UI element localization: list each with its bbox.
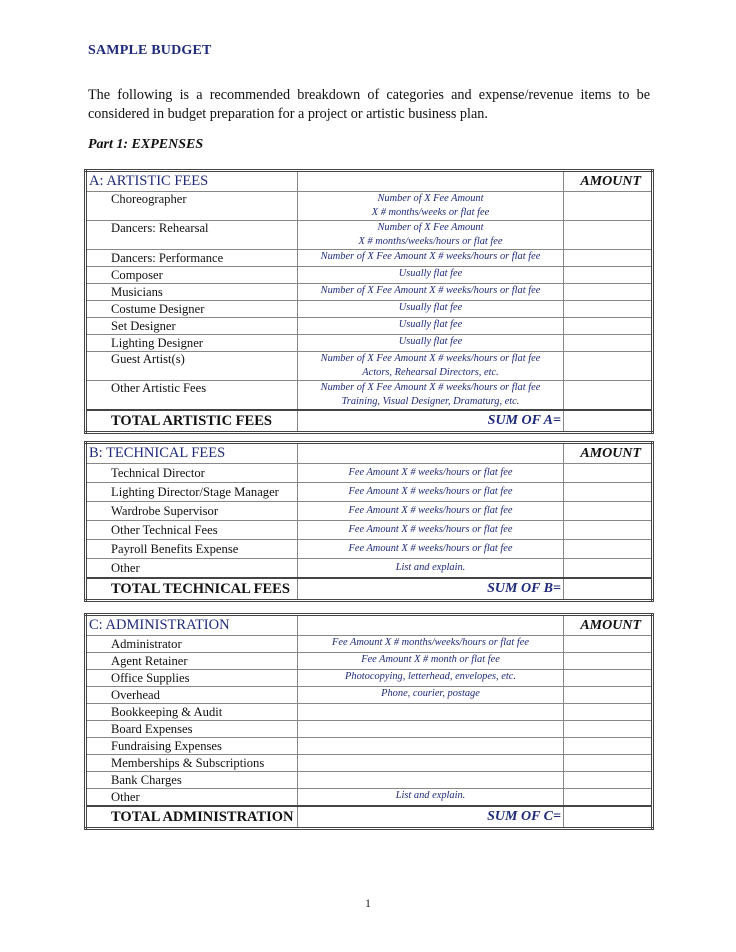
section-header-row [86,443,653,464]
note-line-1: Number of X Fee Amount X # weeks/hours or flat fee [320,382,541,393]
amount-cell[interactable] [564,192,653,221]
total-row [86,578,653,601]
line-item-label: Musicians [86,284,298,301]
amount-cell[interactable] [564,352,653,381]
note-line-2: Actors, Rehearsal Directors, etc. [362,366,499,378]
line-item-label: Other Artistic Fees [86,381,298,411]
calculation-note: Fee Amount X # month or flat fee [298,653,564,670]
line-item-label: Guest Artist(s) [86,352,298,381]
line-item-label: Other [86,559,298,579]
line-item-label: Agent Retainer [86,653,298,670]
table-row [86,464,653,483]
amount-cell[interactable] [564,335,653,352]
page-number: 1 [365,896,371,910]
header-spacer-cell [298,171,564,192]
intro-paragraph: The following is a recommended breakdown of categories and expense/revenue items to be considered in budget preparation for a project or artistic business plan. [88,87,650,122]
total-row [86,410,653,433]
amount-cell[interactable] [564,559,653,579]
sum-label: SUM OF C= [298,806,564,829]
calculation-note: Photocopying, letterhead, envelopes, etc. [298,670,564,687]
calculation-note: Usually flat fee [298,267,564,284]
amount-header: AMOUNT [564,171,653,192]
section-header-row [86,171,653,192]
calculation-note: Usually flat fee [298,301,564,318]
table-row [86,772,653,789]
calculation-note: Number of X Fee Amount X # weeks/hours or flat fee [298,284,564,301]
calculation-note: Fee Amount X # weeks/hours or flat fee [298,502,564,521]
amount-cell[interactable] [564,670,653,687]
table-row [86,704,653,721]
section-header-row [86,615,653,636]
calculation-note: Fee Amount X # weeks/hours or flat fee [298,521,564,540]
calculation-note: List and explain. [298,789,564,807]
table-row [86,335,653,352]
amount-cell[interactable] [564,284,653,301]
line-item-label: Bookkeeping & Audit [86,704,298,721]
sum-label: SUM OF B= [298,578,564,601]
amount-header: AMOUNT [564,615,653,636]
table-row [86,250,653,267]
calculation-note[interactable] [298,704,564,721]
line-item-label: Dancers: Rehearsal [86,221,298,250]
amount-cell[interactable] [564,464,653,483]
calculation-note: Phone, courier, postage [298,687,564,704]
line-item-label: Payroll Benefits Expense [86,540,298,559]
amount-cell[interactable] [564,540,653,559]
table-row [86,738,653,755]
amount-cell[interactable] [564,704,653,721]
technical-fees-table [84,441,654,602]
amount-cell[interactable] [564,636,653,653]
calculation-note[interactable] [298,721,564,738]
line-item-label: Bank Charges [86,772,298,789]
line-item-label: Costume Designer [86,301,298,318]
calculation-note: Fee Amount X # weeks/hours or flat fee [298,540,564,559]
amount-cell[interactable] [564,755,653,772]
calculation-note[interactable] [298,772,564,789]
line-item-label: Wardrobe Supervisor [86,502,298,521]
section-title: A: ARTISTIC FEES [86,171,298,192]
table-row [86,521,653,540]
header-spacer-cell [298,443,564,464]
table-row [86,318,653,335]
calculation-note: Usually flat fee [298,335,564,352]
amount-cell[interactable] [564,772,653,789]
amount-cell[interactable] [564,381,653,411]
calculation-note [298,352,564,381]
note-line-2: X # months/weeks/hours or flat fee [358,235,503,247]
table-row [86,540,653,559]
line-item-label: Set Designer [86,318,298,335]
table-row [86,721,653,738]
calculation-note: List and explain. [298,559,564,579]
amount-cell[interactable] [564,301,653,318]
line-item-label: Technical Director [86,464,298,483]
amount-header: AMOUNT [564,443,653,464]
table-row [86,670,653,687]
note-line-1: Number of X Fee Amount X # weeks/hours or flat fee [320,353,541,364]
calculation-note: Fee Amount X # weeks/hours or flat fee [298,464,564,483]
calculation-note [298,381,564,411]
line-item-label: Overhead [86,687,298,704]
calculation-note [298,221,564,250]
line-item-label: Lighting Designer [86,335,298,352]
sum-label: SUM OF A= [298,410,564,433]
calculation-note: Usually flat fee [298,318,564,335]
section-title: B: TECHNICAL FEES [86,443,298,464]
table-row [86,381,653,411]
amount-cell[interactable] [564,521,653,540]
line-item-label: Board Expenses [86,721,298,738]
calculation-note: Fee Amount X # weeks/hours or flat fee [298,483,564,502]
header-spacer-cell [298,615,564,636]
line-item-label: Office Supplies [86,670,298,687]
table-row [86,559,653,579]
note-line-1: Number of X Fee Amount [377,222,484,233]
table-row [86,267,653,284]
calculation-note [298,192,564,221]
line-item-label: Other [86,789,298,807]
note-line-1: Number of X Fee Amount [377,193,484,204]
line-item-label: Lighting Director/Stage Manager [86,483,298,502]
total-label: TOTAL TECHNICAL FEES [86,578,298,601]
total-amount-cell[interactable] [564,410,653,433]
total-amount-cell[interactable] [564,806,653,829]
part-heading: Part 1: EXPENSES [88,137,204,152]
line-item-label: Administrator [86,636,298,653]
table-row [86,284,653,301]
table-row [86,755,653,772]
amount-cell[interactable] [564,267,653,284]
amount-cell[interactable] [564,483,653,502]
amount-cell[interactable] [564,250,653,267]
table-row [86,653,653,670]
line-item-label: Dancers: Performance [86,250,298,267]
amount-cell[interactable] [564,221,653,250]
page-heading: SAMPLE BUDGET [88,43,212,58]
total-row [86,806,653,829]
table-row [86,502,653,521]
table-row [86,483,653,502]
amount-cell[interactable] [564,502,653,521]
amount-cell[interactable] [564,653,653,670]
table-row [86,789,653,807]
calculation-note[interactable] [298,738,564,755]
line-item-label: Composer [86,267,298,284]
calculation-note: Number of X Fee Amount X # weeks/hours or flat fee [298,250,564,267]
table-row [86,192,653,221]
line-item-label: Other Technical Fees [86,521,298,540]
administration-table [84,613,654,830]
line-item-label: Choreographer [86,192,298,221]
total-label: TOTAL ADMINISTRATION [86,806,298,829]
table-row [86,301,653,318]
amount-cell[interactable] [564,789,653,807]
calculation-note: Fee Amount X # months/weeks/hours or flat fee [298,636,564,653]
line-item-label: Fundraising Expenses [86,738,298,755]
note-line-2: X # months/weeks or flat fee [371,206,490,218]
total-amount-cell[interactable] [564,578,653,601]
amount-cell[interactable] [564,687,653,704]
calculation-note[interactable] [298,755,564,772]
artistic-fees-table [84,169,654,434]
note-line-2: Training, Visual Designer, Dramaturg, etc. [341,395,520,407]
table-row [86,687,653,704]
amount-cell[interactable] [564,318,653,335]
total-label: TOTAL ARTISTIC FEES [86,410,298,433]
amount-cell[interactable] [564,738,653,755]
line-item-label: Memberships & Subscriptions [86,755,298,772]
amount-cell[interactable] [564,721,653,738]
section-title: C: ADMINISTRATION [86,615,298,636]
table-row [86,636,653,653]
table-row [86,352,653,381]
table-row [86,221,653,250]
